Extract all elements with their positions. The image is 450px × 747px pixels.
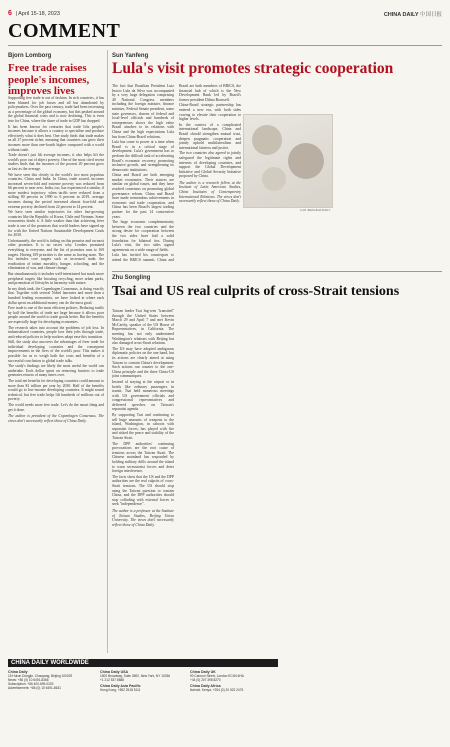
paragraph: The world needs more free trade. Let's do the smart thing and get it done. <box>8 403 104 412</box>
paragraph: Lula has invited his counterpart to attend the BRICS summit. China and Brazil are both members of BRICS, the financial hub of which is the New Development Bank led by Brazil's former president Dilma Rousseff. <box>112 84 241 262</box>
section-title: COMMENT <box>8 20 121 42</box>
paragraph: Unfortunately, the world is failing on this promise and on most other promises. It is no secret why. Leaders promised everything to everyone, and the list of promises runs to 169 targets. Having 169 priorities is the same as having none. The list includes core targets such as increased trade, the eradication of infant mortality, hunger, schooling, and the elimination of war, and climate change. <box>8 238 104 271</box>
footer-line: +1 212 537 8888 <box>100 677 125 682</box>
paragraph: In my think tank, the Copenhagen Consensus, is doing exactly that. Together with several Nobel laureates and more than a hundred leading economists, we have looked at where each dollar spent on additional money can do the most good. <box>8 286 104 305</box>
paper-chinese-name: 中国日报 <box>419 12 442 18</box>
paragraph: The total net benefits for developing countries could amount to more than $1 trillion per year by 2030. Half of the benefits would go to low-income developing countries. It might sound technical, but free trade helps lift hundreds of millions out of poverty. <box>8 379 104 402</box>
paragraph: The US may have adopted ambiguous diplomatic policies on the one hand, but its actions are clearly aimed at using Taiwan to contain China's development. Such actions run counter to the one-China principle and the three China-US joint communiques. <box>112 346 174 379</box>
footer-line: Subscription: +86 400-699-0203 <box>8 681 54 686</box>
footer-line: Nairobi, Kenya, +254 (0) 20 522 2475 <box>190 687 244 692</box>
author-note: The author is a professor at the Institute of Taiwan Studies, Beijing Union University. The views don't necessarily reflect those of China Daily. <box>112 508 174 527</box>
right-bottom-article-byline: Zhu Songling <box>112 275 151 281</box>
footer-block-uk <box>190 671 275 693</box>
paragraph: The study's findings are likely the most useful the world can undertake. Each dollar spent on removing barriers to trade generates returns of many times over. <box>8 364 104 378</box>
right-bottom-article-headline: Tsai and US real culprits of cross-Strait tensions <box>112 284 400 299</box>
paragraph: Free trade is one of the most efficient policies. Reducing tariffs by half the benefits of trade are large because it allows poor people around the world to trade goods better. But the benefits are especially large for developing economies. <box>8 306 104 324</box>
illustration-image <box>243 114 333 208</box>
paragraph: China-Brazil strategic partnership has entered a new era, with both sides vowing to elevate their cooperation to higher levels. <box>179 103 241 122</box>
footer-line: China Daily UK <box>190 670 216 674</box>
page-number: 6 <box>8 10 12 17</box>
paper-name: CHINA DAILY <box>383 12 419 18</box>
footer-line: China Daily Africa <box>190 683 221 688</box>
footer-line: +44 (0) 207 398 8270 <box>190 677 221 682</box>
footer-line: 15 Huixin Dongjie, Chaoyang, Beijing 100029 <box>8 673 73 678</box>
paragraph: Lula has come to power at a time when Brazil is in a critical stage of development. Lula's government has to perform the difficult task of accelerating Brazil's economic recovery, promoting inclusive growth, and strengthening its democratic institutions. <box>112 140 174 172</box>
right-top-article-headline: Lula's visit promotes strategic cooperation <box>112 60 394 77</box>
paragraph: The fact that Brazilian President Luiz Inacio Lula da Silva was accompanied by a very large delegation comprising 40 National Congress members including the foreign minister, finance minister, Federal Senate president, some state governors, dozens of federal and local-level officials and hundreds of entrepreneurs shows the high value Brazil attaches to its relations with China and the high expectations Lula has from China-Brazil relations. <box>112 84 174 139</box>
paragraph: Trade doesn't just lift average incomes, it also helps lift the world's poor out of abject poverty. One of the most cited recent studies finds that the incomes of the poorest 20 percent grow as fast as the average. <box>8 153 104 171</box>
paragraph: Taiwan leader Tsai Ing-wen "transited" through the United States between March 29 and April 7 and met Kevin McCarthy, speaker of the US House of Representatives, in California. The meeting has not only undermined Washington's relations with Beijing but also damaged cross-Strait relations. <box>112 309 174 346</box>
paragraph: We have seen this clearly in the world's two most populous countries, China and India. In China, trade soared, incomes increased seven-fold and extreme poverty was reduced from 66 percent to near zero. India, too, has experienced a similar, if more modest trajectory: when tariffs were reduced from a stifling 80 percent in 1990 to 6 percent in 2019, average incomes during the period increased almost four-fold and extreme poverty declined from 22 percent to 14 percent. <box>8 172 104 209</box>
paragraph: Still, the study also uncovers the advantages of freer trade for individual developing countries and the consequent improvements in the lives of the world's poor. This makes it possible for us to weigh both the costs and benefits of a successful conclusion to global trade talks. <box>8 340 104 363</box>
paragraph: But simultaneously it includes well-intentioned but much more peripheral targets like boosting recycling, more urban parks, and promotion of lifestyles in harmony with nature. <box>8 271 104 286</box>
paragraph: China and Brazil are both emerging market economies. Their stances are similar on global issues, and they have reached consensus on promoting global governance reform. China and Brazil have made tremendous achievements in economic and trade cooperation, and China has been Brazil's largest trading partner for the past 14 consecutive years. <box>112 173 174 219</box>
left-article-headline: Free trade raises people's incomes, improves lives <box>8 62 90 98</box>
right-bottom-article-body <box>112 309 442 649</box>
footer-line: Hong Kong, +852 2518 5111 <box>100 687 141 692</box>
issue-date: | April 15-18, 2023 <box>15 11 60 17</box>
footer-line: 1500 Broadway, Suite 2800, New York, NY 10036 <box>100 673 171 678</box>
footer-bar: CHINA DAILY WORLDWIDE <box>8 659 278 667</box>
section-rule <box>8 45 442 46</box>
page-header <box>8 8 442 20</box>
article-separator <box>112 271 442 272</box>
footer-block-usa <box>100 671 186 693</box>
paragraph: We have seen similar trajectories for other fast-growing countries like the Republic of Korea, Chile and Vietnam. Some economists doubt it. A little weaker than that achieving freer trade is one of the promises that world leaders have signed up for with the United Nations Sustainable Development Goals for 2030. <box>8 210 104 238</box>
author-note: The author is a research fellow at the Institute of Latin American Studies, China Institutes of Contemporary International Relations. The views don't necessarily reflect those of China Daily. <box>179 180 241 204</box>
footer-line: 90 Cannon Street, London EC4N 6HA <box>190 673 244 678</box>
paragraph: By supporting Tsai and continuing to sell huge amounts of weapons to the island, Washington, in cahoots with separatist forces, has played with fire and risked the peace and stability of the Taiwan Strait. <box>112 413 174 441</box>
right-top-article-byline: Sun Yanfeng <box>112 53 149 59</box>
footer-line: China Daily Asia Pacific <box>100 683 141 688</box>
paragraph: It has been known for centuries that trade lifts people's incomes because it allows a country to specialize and produce effectively what it does best. One study finds that trade makes us all 27 percent richer, meaning that countries can grow their incomes more than one-fourth higher compared with a world without trade. <box>8 124 104 152</box>
footer-line: China Daily USA <box>100 670 129 674</box>
left-article-body <box>8 96 104 652</box>
paragraph: The DPP authorities' continuing provocations are the root cause of tensions across the Taiwan Strait. The Chinese mainland has responded by holding military drills around the island to warn secessionist forces and deter foreign interference. <box>112 441 174 474</box>
paragraph: The facts show that the US and the DPP authorities are the real culprits of cross-Strait tensions. The US should stop using the Taiwan question to contain China, and the DPP authorities should stop colluding with external forces to seek "independence". <box>112 474 174 507</box>
footer-line: News: +86 (0) 10 6491-8366 <box>8 677 49 682</box>
paragraph: The research takes into account the problems of job loss. In industrialized countries, people lose their jobs through trade, and reduced policies to help workers adapt ease this transition. <box>8 325 104 339</box>
column-divider <box>107 50 108 653</box>
illustration-caption: LUO JIE/CHINA DAILY <box>300 208 331 212</box>
paragraph: The two countries also agreed to jointly safeguard the legitimate rights and interests of developing countries, and support the Global Development Initiative and Global Security Initiative proposed by China. <box>179 151 241 179</box>
paragraph: Instead of staying at the airport or in hotels like ordinary passengers in transit, Tsai held numerous meetings with US government officials and congressional representatives and delivered speeches on Taiwan's separatist agenda. <box>112 379 174 412</box>
paragraph: In the context of a complicated international landscape, China and Brazil should strengthen mutual trust, deepen pragmatic cooperation and jointly uphold multilateralism and international fairness and justice. <box>179 122 241 150</box>
footer-line: Advertisement: +86 (0) 10 6491-8631 <box>8 685 61 690</box>
page-date-line <box>8 10 60 17</box>
paragraph: The huge economic complementarity between the two countries and the strong desire for cooperation between the two sides have laid a solid foundation for bilateral ties. During Lula's visit, the two sides signed agreements on a wide range of fields. <box>112 220 174 252</box>
paragraph: Supporting free trade is out of fashion. In rich countries, it has been blamed for job losses and all but abandoned by policymakers. Over the past century, trade had been increasing as a percentage of the global economy, but this peaked around the global financial crisis and is now declining. This is even true for China, where the share of trade in GDP has dropped. <box>8 96 104 123</box>
author-note: The author is president of the Copenhagen Consensus. The views don't necessarily reflect those of China Daily. <box>8 414 104 423</box>
left-article-byline: Bjorn Lomborg <box>8 53 52 59</box>
footer-block-beijing <box>8 671 96 691</box>
masthead <box>384 10 442 18</box>
footer-line: China Daily <box>8 670 28 674</box>
